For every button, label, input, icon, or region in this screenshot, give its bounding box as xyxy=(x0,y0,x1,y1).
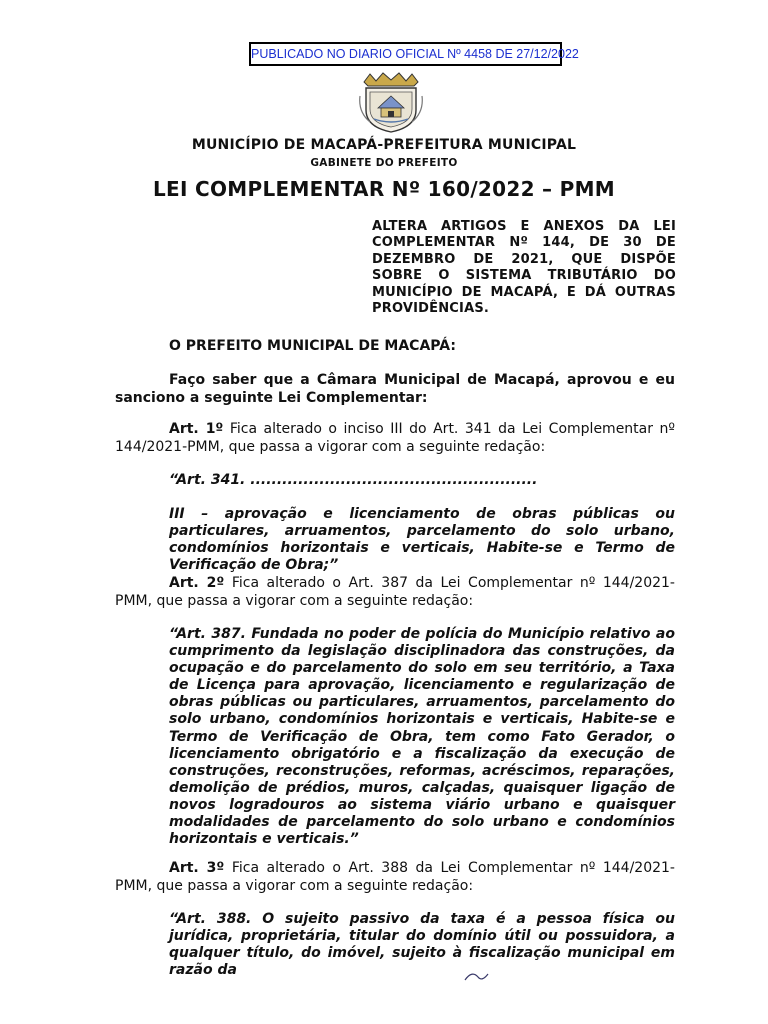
article-2-quote: “Art. 387. Fundada no poder de polícia do Município relativo ao cumprimento da legislação disciplinadora das construções, da ocupação e do parcelamento do solo em seu território, a Taxa de Licença para aprovação, licenciamento e regularização de obras públicas ou particulares, arruamentos, parcelamento do solo urbano, condomínios horizontais e verticais, Habite-se e Termo de Verificação de Obra, tem como Fato Gerador, o licenciamento obrigatório e a fiscalização da execução de construções, reconstruções, reformas, acréscimos, reparações, demolição de prédios, muros, calçadas, quaisquer ligação de novos logradouros ao sistema viário urbano e quaisquer modalidades de parcelamento do solo urbano e condomínios horizontais e verticais.” xyxy=(169,626,675,848)
article-3-quote: “Art. 388. O sujeito passivo da taxa é a pessoa física ou jurídica, proprietária, titular do domínio útil ou possuidora, a qualquer título, do imóvel, sujeito à fiscalização municipal em razão da xyxy=(169,911,675,979)
article-3-paragraph xyxy=(115,859,675,895)
article-1-label: Art. 1º xyxy=(169,421,224,437)
article-1-text: Fica alterado o inciso III do Art. 341 da Lei Complementar nº 144/2021-PMM, que passa a vigorar com a seguinte redação: xyxy=(115,421,675,455)
article-2-paragraph xyxy=(115,574,675,610)
decree-paragraph: Faço saber que a Câmara Municipal de Macapá, aprovou e eu sanciono a seguinte Lei Complementar: xyxy=(115,372,675,406)
article-341-heading: “Art. 341. ...................................................... xyxy=(169,472,538,488)
article-2-text: Fica alterado o Art. 387 da Lei Complementar nº 144/2021-PMM, que passa a vigorar com a seguinte redação: xyxy=(115,575,675,609)
municipality-heading: MUNICÍPIO DE MACAPÁ-PREFEITURA MUNICIPAL xyxy=(191,137,577,153)
article-3-text: Fica alterado o Art. 388 da Lei Complementar nº 144/2021-PMM, que passa a vigorar com a seguinte redação: xyxy=(115,860,675,894)
article-3-label: Art. 3º xyxy=(169,860,225,876)
office-heading: GABINETE DO PREFEITO xyxy=(310,157,458,169)
article-1-quote: III – aprovação e licenciamento de obras públicas ou particulares, arruamentos, parcelamento do solo urbano, condomínios horizontais e verticais, Habite-se e Termo de Verificação de Obra;” xyxy=(169,506,675,574)
publication-stamp: PUBLICADO NO DIARIO OFICIAL Nº 4458 DE 27/12/2022 xyxy=(249,42,562,66)
law-title: LEI COMPLEMENTAR Nº 160/2022 – PMM xyxy=(153,177,615,201)
ementa: ALTERA ARTIGOS E ANEXOS DA LEI COMPLEMENTAR Nº 144, DE 30 DE DEZEMBRO DE 2021, QUE DISPÕE SOBRE O SISTEMA TRIBUTÁRIO DO MUNICÍPIO DE MACAPÁ, E DÁ OUTRAS PROVIDÊNCIAS. xyxy=(372,219,676,317)
article-2-label: Art. 2º xyxy=(169,575,225,591)
article-1-paragraph xyxy=(115,420,675,456)
preamble: O PREFEITO MUNICIPAL DE MACAPÁ: xyxy=(169,338,456,354)
coat-of-arms-icon xyxy=(356,72,426,134)
initials-mark-icon xyxy=(462,968,492,984)
